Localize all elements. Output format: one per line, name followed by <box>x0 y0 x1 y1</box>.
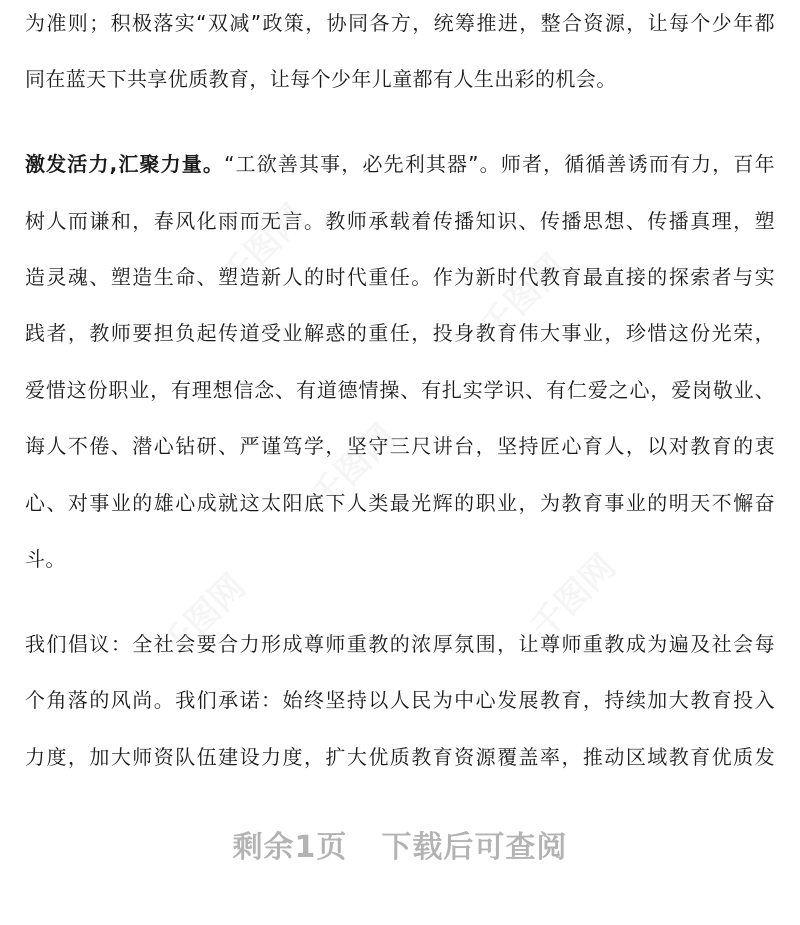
text-fragment: “工欲善其事，必先利其器”。师者，循循善诱而有力，百年 <box>224 152 775 176</box>
text-line: 践者，教师要担负起传道受业解惑的重任，投身教育伟大事业，珍惜这份光荣， <box>25 321 775 345</box>
text-line: 爱惜这份职业，有理想信念、有道德情操、有扎实学识、有仁爱之心，爱岗敬业、 <box>25 378 775 402</box>
watermark-logo: 千图网 <box>153 566 254 668</box>
text-line: 心、对事业的雄心成就这太阳底下人类最光辉的职业，为教育事业的明天不懈奋 <box>25 491 775 515</box>
text-line: 斗。 <box>25 547 66 571</box>
watermark-logo: 千图网 <box>213 196 314 298</box>
remaining-pages-label: 剩余1页 <box>232 830 348 865</box>
text-line: 力度，加大师资队伍建设力度，扩大优质教育资源覆盖率，推动区域教育优质发 <box>25 745 775 769</box>
download-to-read-prompt[interactable] <box>0 828 800 868</box>
text-line: 诲人不倦、潜心钻研、严谨笃学，坚守三尺讲台，坚持匠心育人，以对教育的衷 <box>25 434 775 458</box>
text-line: 造灵魂、塑造生命、塑造新人的时代重任。作为新时代教育最直接的探索者与实 <box>25 265 775 289</box>
download-hint-label: 下载后可查阅 <box>381 830 568 865</box>
paragraph-lead-heading: 激发活力,汇聚力量。 <box>25 152 225 176</box>
text-line: 我们倡议：全社会要合力形成尊师重教的浓厚氛围，让尊师重教成为遍及社会每 <box>25 632 775 656</box>
watermark-logo: 千图网 <box>473 246 574 348</box>
text-line: 同在蓝天下共享优质教育，让每个少年儿童都有人生出彩的机会。 <box>25 67 617 91</box>
text-line: 个角落的风尚。我们承诺：始终坚持以人民为中心发展教育，持续加大教育投入 <box>25 688 775 712</box>
text-line-with-lead <box>25 152 775 176</box>
text-line: 为准则；积极落实“双减”政策，协同各方，统筹推进，整合资源，让每个少年都 <box>25 11 775 35</box>
text-line: 树人而谦和，春风化雨而无言。教师承载着传播知识、传播思想、传播真理，塑 <box>25 209 775 233</box>
watermark-logo: 千图网 <box>523 546 624 648</box>
watermark-logo: 千图网 <box>303 416 404 518</box>
